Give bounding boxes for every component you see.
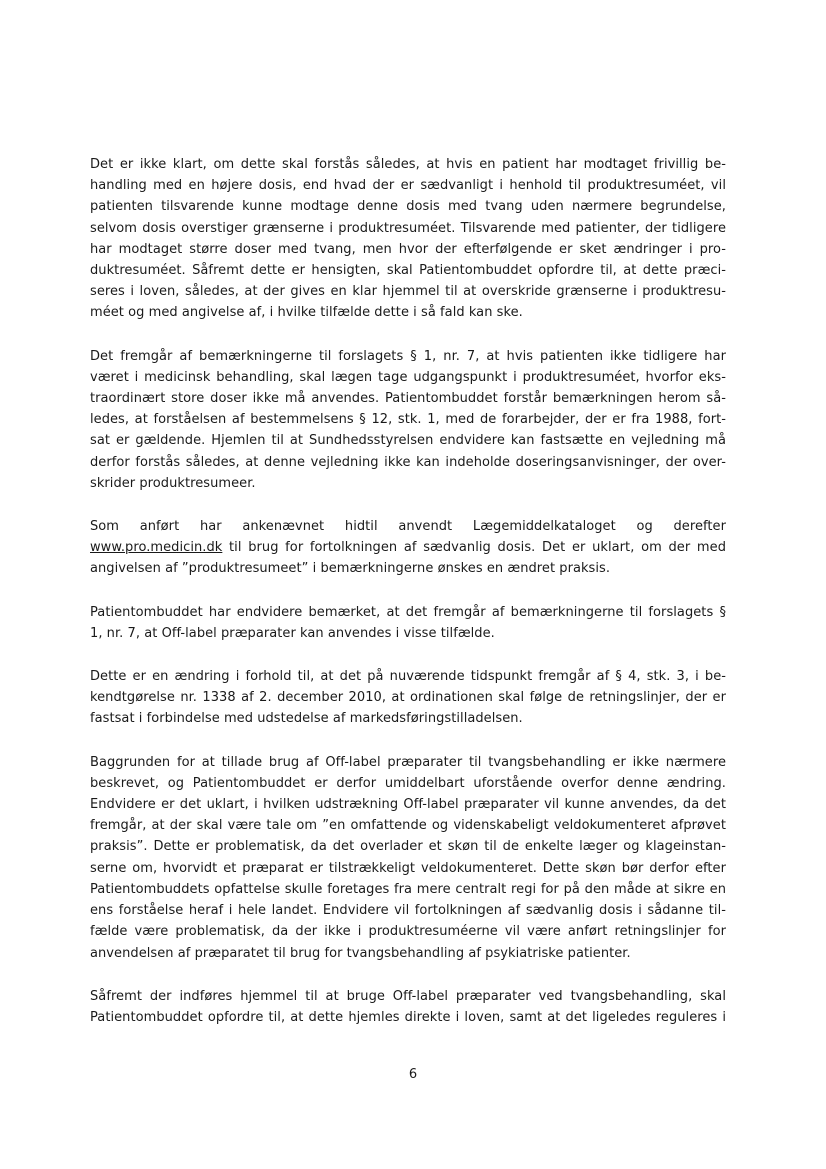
text-line: angivelsen af ”produktresumeet” i bemærkningerne ønskes en ændret praksis. <box>90 561 611 577</box>
text-line: derfor forstås således, at denne vejledning ikke kan indeholde doseringsanvisninger, der over- <box>90 454 726 470</box>
text-line: selvom dosis overstiger grænserne i produktresuméet. Tilsvarende med patienter, der tidligere <box>90 220 726 236</box>
paragraph-6 <box>90 752 726 964</box>
text-line: skrider produktresumeer. <box>90 475 256 491</box>
text-line: 1, nr. 7, at Off-label præparater kan anvendes i visse tilfælde. <box>90 625 495 641</box>
page-number: 6 <box>408 1067 418 1082</box>
text-line: Det er ikke klart, om dette skal forstås således, at hvis en patient har modtaget frivillig be- <box>90 157 726 172</box>
text-line: Patientombuddets opfattelse skulle foretages fra mere centralt regi for på den måde at sikre en <box>90 881 726 897</box>
paragraph-7 <box>90 986 726 1028</box>
text-fragment: til brug for fortolkningen af sædvanlig dosis. Det er uklart, om der med <box>222 540 726 556</box>
text-line: været i medicinsk behandling, skal lægen tage udgangspunkt i produktresuméet, hvorfor eks- <box>90 369 726 385</box>
paragraph-5 <box>90 666 726 730</box>
text-line: ledes, at forståelsen af bestemmelsens § 12, stk. 1, med de forarbejder, der er fra 1988, fort- <box>90 412 726 428</box>
text-line: Baggrunden for at tillade brug af Off-label præparater til tvangsbehandling er ikke nærmere <box>90 754 726 770</box>
document-body <box>90 154 726 1050</box>
text-line: anvendelsen af præparatet til brug for tvangsbehandling af psykiatriske patienter. <box>90 945 631 961</box>
paragraph-3 <box>90 516 726 580</box>
text-line: patienten tilsvarende kunne modtage denne dosis med tvang uden nærmere begrundelse, <box>90 199 726 215</box>
text-line: Dette er en ændring i forhold til, at det på nuværende tidspunkt fremgår af § 4, stk. 3, i be- <box>90 669 726 685</box>
text-line: serne om, hvorvidt et præparat er tilstrækkeligt veldokumenteret. Dette skøn bør derfor efter <box>90 860 726 876</box>
paragraph-2 <box>90 346 726 494</box>
text-line: Såfremt der indføres hjemmel til at bruge Off-label præparater ved tvangsbehandling, skal <box>90 988 726 1004</box>
text-line: beskrevet, og Patientombuddet er derfor umiddelbart uforstående overfor denne ændring. <box>90 775 726 791</box>
text-line: har modtaget større doser med tvang, men hvor der efterfølgende er sket ændringer i pro- <box>90 241 726 257</box>
text-line: fremgår, at der skal være tale om ”en omfattende og videnskabeligt veldokumenteret afprøvet <box>90 818 726 834</box>
text-line: handling med en højere dosis, end hvad der er sædvanligt i henhold til produktresuméet, vil <box>90 178 726 194</box>
text-line: méet og med angivelse af, i hvilke tilfælde dette i så fald kan ske. <box>90 305 523 321</box>
text-line: Endvidere er det uklart, i hvilken udstrækning Off-label præparater vil kunne anvendes, da det <box>90 797 726 813</box>
text-line: traordinært store doser ikke må anvendes. Patientombuddet forstår bemærkningen herom så- <box>90 391 726 407</box>
text-line: ens forståelse heraf i hele landet. Endvidere vil fortolkningen af sædvanlig dosis i sådanne til- <box>90 903 726 919</box>
text-line: fastsat i forbindelse med udstedelse af markedsføringstilladelsen. <box>90 711 523 727</box>
text-line: duktresuméet. Såfremt dette er hensigten, skal Patientombuddet opfordre til, at dette præci- <box>90 263 726 279</box>
text-line: sat er gældende. Hjemlen til at Sundhedsstyrelsen endvidere kan fastsætte en vejledning må <box>90 433 726 449</box>
pro-medicin-link[interactable]: www.pro.medicin.dk <box>90 540 223 556</box>
text-line: praksis”. Dette er problematisk, da det overlader et skøn til de enkelte læger og klageinstan- <box>90 839 726 855</box>
paragraph-1 <box>90 154 726 324</box>
text-line <box>90 537 726 558</box>
text-line: kendtgørelse nr. 1338 af 2. december 2010, at ordinationen skal følge de retningslinjer, der er <box>90 690 726 706</box>
text-line: Det fremgår af bemærkningerne til forslagets § 1, nr. 7, at hvis patienten ikke tidligere har <box>90 348 726 364</box>
text-line: fælde være problematisk, da der ikke i produktresuméerne vil være anført retningslinjer for <box>90 924 726 940</box>
text-line: Patientombuddet opfordre til, at dette hjemles direkte i loven, samt at det ligeledes reguleres i <box>90 1009 726 1025</box>
paragraph-4 <box>90 602 726 644</box>
text-line: Patientombuddet har endvidere bemærket, at det fremgår af bemærkningerne til forslagets § <box>90 604 726 620</box>
text-line: seres i loven, således, at der gives en klar hjemmel til at overskride grænserne i produktresu- <box>90 284 726 300</box>
text-line: Som anført har ankenævnet hidtil anvendt Lægemiddelkataloget og derefter <box>90 519 726 535</box>
